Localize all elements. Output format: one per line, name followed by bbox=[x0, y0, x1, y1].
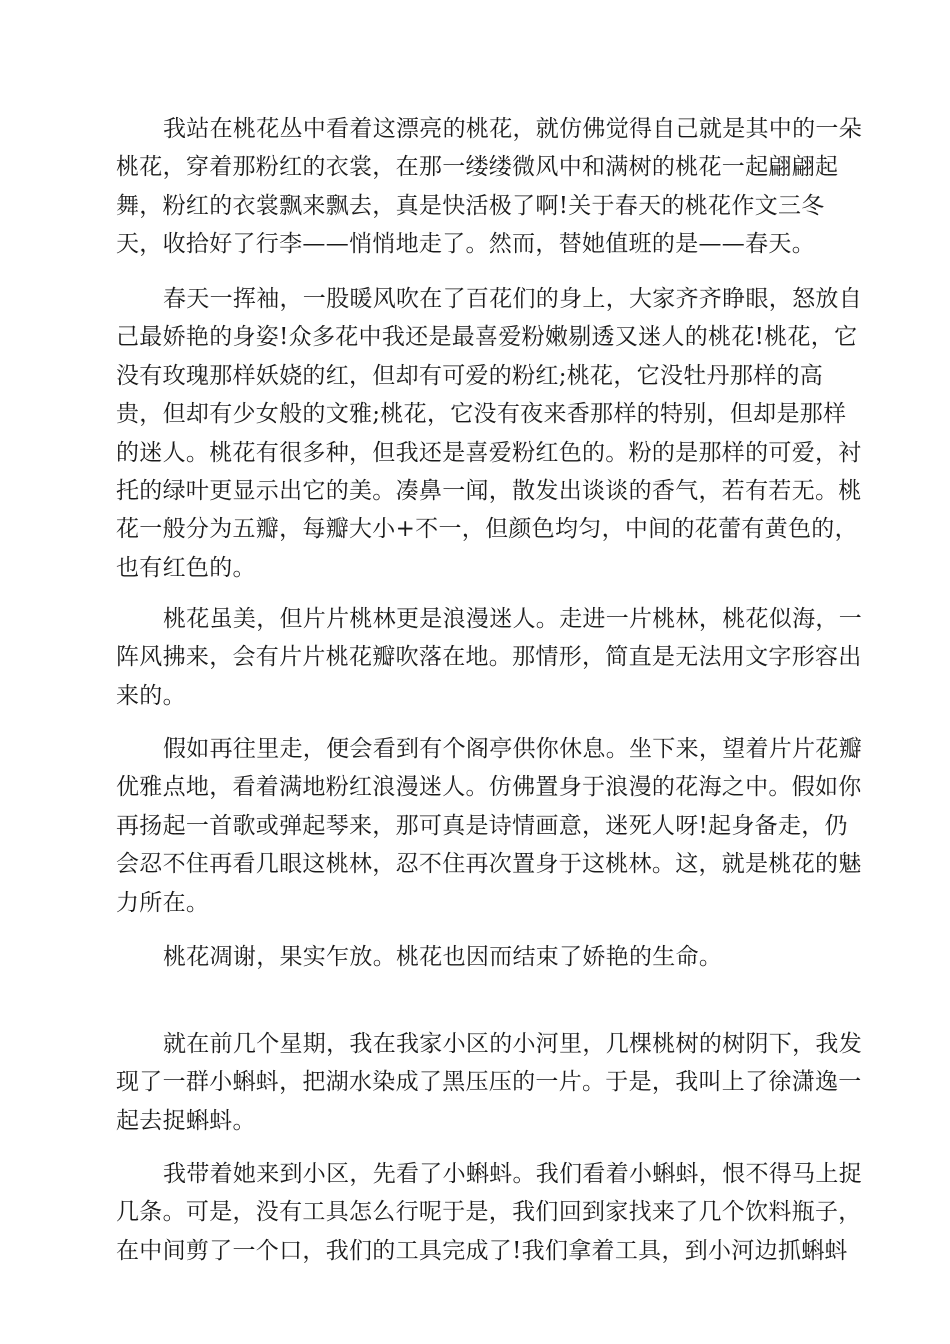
text-line: 在中间剪了一个口，我们的工具完成了!我们拿着工具，到小河边抓蝌蚪 bbox=[116, 1237, 848, 1264]
text-line: 现了一群小蝌蚪，把湖水染成了黑压压的一片。于是，我叫上了徐潇逸一 bbox=[116, 1069, 862, 1096]
text-line: 己最娇艳的身姿!众多花中我还是最喜爱粉嫩剔透又迷人的桃花!桃花，它 bbox=[116, 324, 858, 351]
text-line: 桃花虽美，但片片桃林更是浪漫迷人。走进一片桃林，桃花似海，一 bbox=[163, 606, 862, 632]
text-line: 优雅点地，看着满地粉红浪漫迷人。仿佛置身于浪漫的花海之中。假如你 bbox=[116, 774, 862, 801]
text-line: 我带着她来到小区，先看了小蝌蚪。我们看着小蝌蚪，恨不得马上捉 bbox=[163, 1161, 862, 1187]
text-line: 桃花凋谢，果实乍放。桃花也因而结束了娇艳的生命。 bbox=[163, 944, 723, 970]
text-line: 托的绿叶更显示出它的美。凑鼻一闻，散发出谈谈的香气，若有若无。桃 bbox=[116, 478, 862, 505]
paragraph-7 bbox=[116, 1155, 862, 1270]
text-line: 再扬起一首歌或弹起琴来，那可真是诗情画意，迷死人呀!起身备走，仍 bbox=[116, 812, 848, 839]
text-line: 阵风拂来，会有片片桃花瓣吹落在地。那情形，简直是无法用文字形容出 bbox=[116, 644, 862, 671]
text-line: 假如再往里走，便会看到有个阁亭供你休息。坐下来，望着片片花瓣 bbox=[163, 736, 862, 762]
text-line: 我站在桃花丛中看着这漂亮的桃花，就仿佛觉得自己就是其中的一朵 bbox=[163, 116, 862, 142]
text-line: 春天一挥袖，一股暖风吹在了百花们的身上，大家齐齐睁眼，怒放自 bbox=[163, 286, 862, 312]
paragraph-2 bbox=[116, 280, 862, 587]
text-line: 力所在。 bbox=[116, 889, 210, 916]
text-line: 起去捉蝌蚪。 bbox=[116, 1107, 256, 1134]
text-line: 没有玫瑰那样妖娆的红，但却有可爱的粉红;桃花，它没牡丹那样的高 bbox=[116, 362, 824, 389]
text-line: 天，收拾好了行李——悄悄地走了。然而，替她值班的是——春天。 bbox=[116, 231, 815, 258]
text-line: 的迷人。桃花有很多种，但我还是喜爱粉红色的。粉的是那样的可爱，衬 bbox=[116, 439, 862, 466]
text-line: 就在前几个星期，我在我家小区的小河里，几棵桃树的树阴下，我发 bbox=[163, 1031, 862, 1057]
text-line: 来的。 bbox=[116, 682, 186, 709]
text-line: 几条。可是，没有工具怎么行呢于是，我们回到家找来了几个饮料瓶子， bbox=[116, 1199, 862, 1226]
paragraph-1 bbox=[116, 110, 862, 264]
text-line: 会忍不住再看几眼这桃林，忍不住再次置身于这桃林。这，就是桃花的魅 bbox=[116, 851, 862, 878]
paragraph-4 bbox=[116, 730, 862, 922]
paragraph-3 bbox=[116, 600, 862, 715]
paragraph-6 bbox=[116, 1025, 862, 1140]
text-line: 舞，粉红的衣裳飘来飘去，真是快活极了啊!关于春天的桃花作文三冬 bbox=[116, 192, 825, 219]
text-line: 也有红色的。 bbox=[116, 554, 256, 581]
text-line: 花一般分为五瓣，每瓣大小+不一，但颜色均匀，中间的花蕾有黄色的， bbox=[116, 516, 858, 543]
text-line: 桃花，穿着那粉红的衣裳，在那一缕缕微风中和满树的桃花一起翩翩起 bbox=[116, 154, 839, 181]
paragraph-5 bbox=[116, 938, 836, 976]
text-line: 贵，但却有少女般的文雅;桃花，它没有夜来香那样的特别，但却是那样 bbox=[116, 401, 847, 428]
